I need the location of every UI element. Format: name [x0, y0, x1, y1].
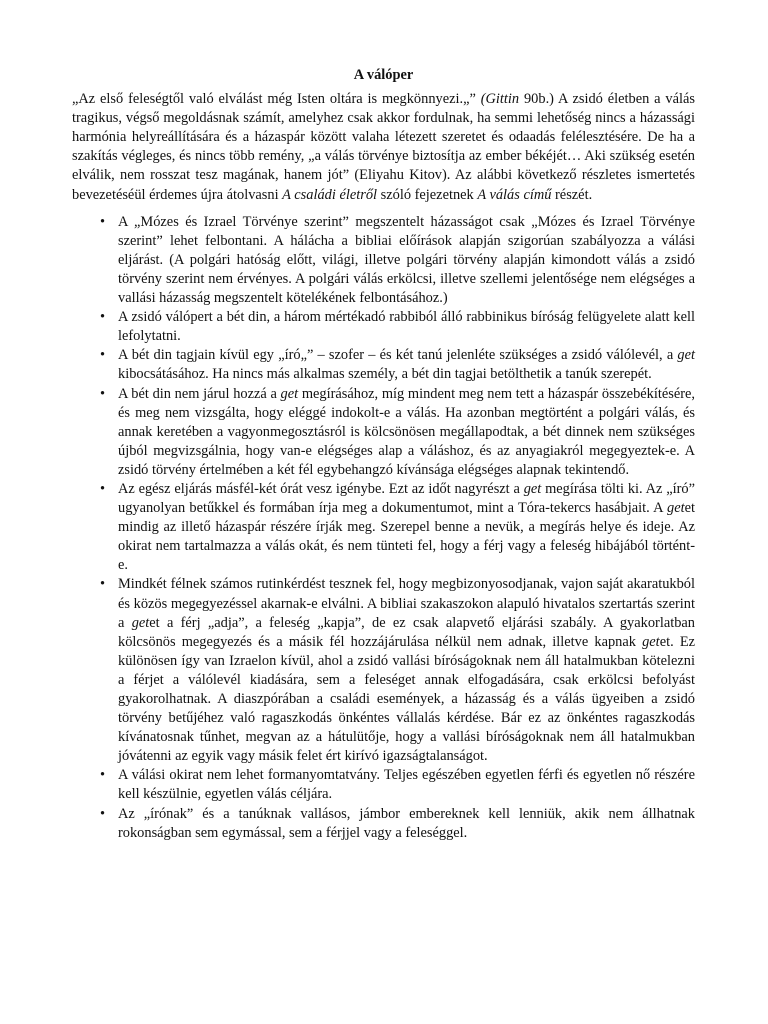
list-item [72, 308, 695, 346]
list-item [72, 480, 695, 575]
list-item-text: kibocsátásához. Ha nincs más alkalmas személy, a bét din tagjai betölthetik a tanúk szerepét. [118, 366, 652, 383]
list-item [72, 805, 695, 843]
list-item [72, 385, 695, 480]
list-item-text: A bét din tagjain kívül egy „író„” – szofer – és két tanú jelenléte szükséges a zsidó válólevél, a [118, 347, 678, 364]
intro-quote: „Az első feleségtől való elválást még Isten oltára is megkönnyezi.„” [72, 91, 481, 108]
list-item-text: et mindig az illető házaspár részére írják meg. Szerepel benne a nevük, a megírás helye és ideje. Az okirat nem tartalmazza a válás okát, és nem tünteti fel, hogy a férj vagy a feleség hibájából történt-e. [118, 500, 695, 574]
intro-paragraph [72, 90, 695, 205]
list-item-text: et. Ez különösen így van Izraelon kívül, ahol a zsidó vallási bíróságoknak nem áll hatalmukban kötelezni a férjet a válólevél kiadására, sem a feleséget annak elfogadására, csak erkölcsi befolyást gyakorolhatnak. A diaszpórában a családi események, a házasság és a válás ügyeiben a zsidó törvény betűjéhez való ragaszkodás önkéntes vállalás kérdése. Bár ez az önkéntes ragaszkodás kívánatosnak tűnhet, megvan az a hátulütője, hogy a vallási bíróságoknak nem áll hatalmukban jóvátenni az egyik vagy másik felet ért kirívó igazságtalanságot. [118, 633, 695, 765]
list-item [72, 346, 695, 384]
get-term: get [642, 633, 660, 650]
bullet-icon: • [100, 213, 106, 230]
intro-ending: részét. [551, 186, 593, 203]
document-title: A válóper [353, 67, 414, 83]
list-item-text: A „Mózes és Izrael Törvénye szerint” megszentelt házasságot csak „Mózes és Izrael Törvénye szerint” lehet felbontani. A hálácha a bibliai előírások alapján szigorúan szabályozza a válási eljárást. (A polgári hatóság előtt, világi, illetve polgári törvény alapján kimondott válás a zsidó törvény szerint nem érvényes. A polgári válás erkölcsi, illetve szellemi jelentősége nem elégséges a vallási házasság megszentelt kötelékének felbontásához.) [118, 213, 695, 307]
get-term: get [280, 385, 299, 402]
list-item [72, 575, 695, 766]
list-item-text: Mindkét félnek számos rutinkérdést tesznek fel, hogy megbizonyosodjanak, vajon saját akaratukból és közös megegyezéssel akarnak-e elválni. A bibliai szakaszokon alapuló hivatalos szertartás szerint a [118, 576, 695, 631]
bullet-icon: • [100, 480, 106, 497]
rules-list [72, 213, 695, 843]
list-item-text: megírása tölti ki. Az „író” ugyanolyan betűkkel és formában írja meg a dokumentumot, mint a Tóra-tekercs hasábjait. A [118, 480, 695, 517]
get-term: get [677, 347, 695, 364]
intro-body: 90b.) A zsidó életben a válás tragikus, végső megoldásnak számít, amelyhez csak akkor fordulnak, ha semmi lehetőség nincs a házassági harmónia helyreállítására és a házaspár között valaha létezett szeretet és odaadás felélesztésére. De ha a szakítás végleges, és nincs több remény, „a válás törvénye biztosítja az ember békéjét… Aki szükség esetén elválik, nem rosszat tesz magának, hanem jót” (Eliyahu Kitov). Az alábbi következő részletes ismertetés bevezetéséül érdemes újra átolvasni [72, 91, 695, 203]
list-item-text: Az „írónak” és a tanúknak vallásos, jámbor embereknek kell lenniük, akik nem állhatnak rokonságban sem egymással, sem a férjjel vagy a feleséggel. [118, 805, 695, 841]
intro-chapter-title: A válás című [477, 186, 552, 203]
get-term: get [523, 480, 542, 497]
document-page [72, 66, 695, 843]
list-item-text: megírásához, míg mindent meg nem tett a házaspár összebékítésére, és meg nem vizsgálta, hogy eléggé indokolt-e a válás. Ha azonban megtörtént a polgári válás, és annak keretében a vagyonmegosztásról is kölcsönösen megállapodtak, a bét dinnek nem szükséges újból megvizsgálnia, hogy van-e elégséges alap a váláshoz, és az anyagiakról megegyeztek-e. A zsidó törvény értelmében a két fél egybehangzó kívánsága elégséges alapnak tekintendő. [118, 385, 695, 478]
bullet-icon: • [100, 767, 106, 784]
bullet-icon: • [100, 576, 106, 593]
intro-connector: szóló fejezetnek [377, 186, 478, 203]
intro-citation-source: (Gittin [480, 91, 520, 108]
list-item-text: A válási okirat nem lehet formanyomtatvány. Teljes egészében egyetlen férfi és egyetlen nő részére kell készülnie, egyetlen válás céljára. [118, 767, 695, 803]
list-item [72, 766, 695, 804]
list-item-text: A bét din nem járul hozzá a [118, 385, 281, 402]
bullet-icon: • [100, 805, 106, 822]
bullet-icon: • [100, 347, 106, 364]
bullet-icon: • [100, 385, 106, 402]
bullet-icon: • [100, 309, 106, 326]
list-item-text: A zsidó válópert a bét din, a három mértékadó rabbiból álló rabbinikus bíróság felügyelete alatt kell lefolytatni. [118, 309, 695, 345]
get-term: get [667, 500, 685, 517]
intro-book-title: A családi életről [282, 186, 378, 203]
list-item-text: Az egész eljárás másfél-két órát vesz igénybe. Ezt az időt nagyrészt a [118, 480, 524, 497]
get-term: get [131, 614, 150, 631]
list-item [72, 213, 695, 308]
list-item-text: et a férj „adja”, a feleség „kapja”, de ez csak alapvető eljárási szabály. A gyakorlatban kölcsönös megegyezés és a másik fél hozzájárulása nélkül nem adnak, illetve kapnak [118, 614, 695, 650]
